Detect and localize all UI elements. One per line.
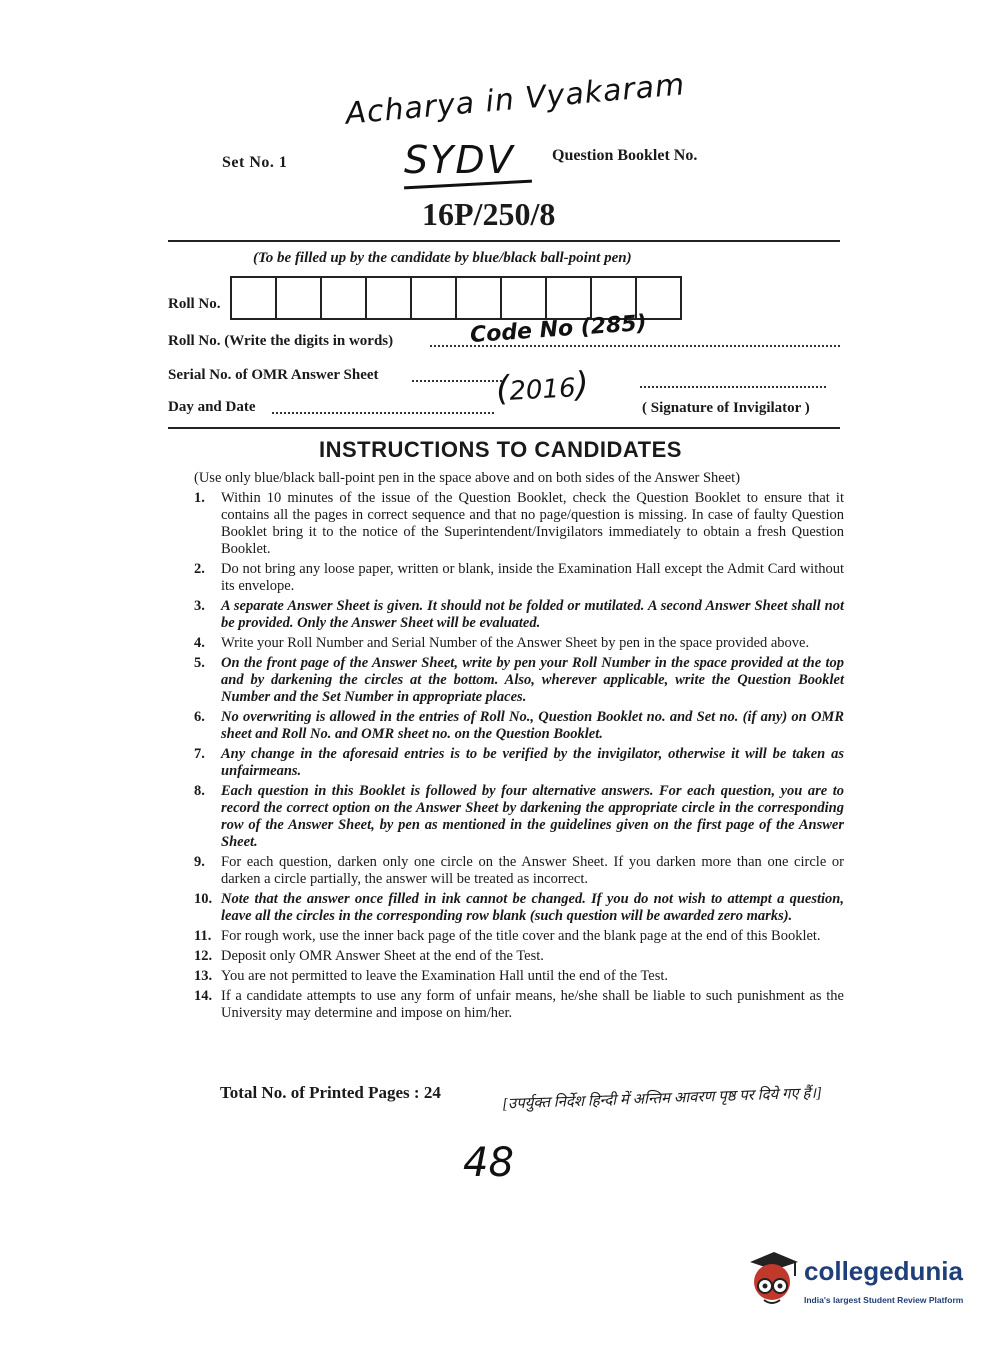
handwritten-title: Acharya in Vyakaram bbox=[344, 67, 687, 132]
roll-words-handwritten: Code No (285) bbox=[469, 310, 648, 349]
instruction-item bbox=[194, 746, 844, 780]
instruction-number: 9. bbox=[194, 854, 205, 870]
roll-digit-box[interactable] bbox=[410, 276, 457, 320]
instruction-text: On the front page of the Answer Sheet, write by pen your Roll Number in the space provided at the top and by darkening the circles at the bottom. Also, wherever applicable, write the Question Booklet Number and the Set Number in appropriate places. bbox=[221, 655, 844, 705]
roll-digit-box[interactable] bbox=[230, 276, 277, 320]
watermark-brand: collegedunia bbox=[804, 1256, 963, 1286]
instruction-text: Do not bring any loose paper, written or blank, inside the Examination Hall except the Admit Card without its envelope. bbox=[221, 561, 844, 594]
instruction-item bbox=[194, 968, 844, 985]
instruction-number: 10. bbox=[194, 891, 213, 907]
question-booklet-label: Question Booklet No. bbox=[552, 147, 698, 164]
instruction-number: 1. bbox=[194, 490, 205, 506]
hindi-note: [उपर्युक्त निर्देश हिन्दी में अन्तिम आवरण पृष्ठ पर दिये गए हैं।] bbox=[501, 1085, 823, 1113]
bottom-rule bbox=[168, 427, 840, 429]
roll-digit-box[interactable] bbox=[545, 276, 592, 320]
roll-digit-box[interactable] bbox=[320, 276, 367, 320]
instruction-text: You are not permitted to leave the Examination Hall until the end of the Test. bbox=[221, 968, 669, 984]
roll-digit-box[interactable] bbox=[455, 276, 502, 320]
booklet-code: 16P/250/8 bbox=[422, 196, 556, 232]
fill-note: (To be filled up by the candidate by blue/black ball-point pen) bbox=[253, 250, 632, 266]
instruction-item bbox=[194, 490, 844, 558]
total-pages bbox=[220, 1083, 441, 1103]
roll-digit-box[interactable] bbox=[365, 276, 412, 320]
instruction-text: Each question in this Booklet is followed by four alternative answers. For each question, you are to record the correct option on the Answer Sheet by darkening the appropriate circle in the corresponding row of the Answer Sheet, by pen as mentioned in the guidelines given on the first page of the Answer Sheet. bbox=[221, 783, 844, 850]
instruction-item bbox=[194, 598, 844, 632]
instruction-text: No overwriting is allowed in the entries of Roll No., Question Booklet no. and Set no. (if any) on OMR sheet and Roll No. and OMR sheet no. on the Question Booklet. bbox=[221, 709, 844, 742]
omr-serial-label: Serial No. of OMR Answer Sheet bbox=[168, 367, 379, 383]
roll-digit-box[interactable] bbox=[275, 276, 322, 320]
top-rule bbox=[168, 240, 840, 242]
instruction-text: Within 10 minutes of the issue of the Question Booklet, check the Question Booklet to ensure that it contains all the pages in correct sequence and that no page/question is missing. In case of faulty Question Booklet bring it to the notice of the Superintendent/Invigilators immediately to obtain a fresh Question Booklet. bbox=[221, 490, 844, 557]
instruction-number: 8. bbox=[194, 783, 205, 799]
watermark-tagline: India's largest Student Review Platform bbox=[804, 1295, 964, 1305]
roll-words-label: Roll No. (Write the digits in words) bbox=[168, 333, 394, 349]
instruction-item bbox=[194, 635, 844, 652]
instruction-text: Note that the answer once filled in ink cannot be changed. If you do not wish to attempt a question, leave all the circles in the corresponding row blank (such question will be awarded zero marks). bbox=[221, 891, 844, 924]
instruction-number: 2. bbox=[194, 561, 205, 577]
signature-label: ( Signature of Invigilator ) bbox=[642, 400, 810, 416]
day-date-line[interactable] bbox=[272, 412, 494, 414]
day-date-label: Day and Date bbox=[168, 399, 256, 415]
instruction-item bbox=[194, 561, 844, 595]
instruction-text: Write your Roll Number and Serial Number of the Answer Sheet by pen in the space provided above. bbox=[221, 635, 810, 651]
instruction-number: 3. bbox=[194, 598, 205, 614]
instructions-list bbox=[194, 490, 844, 1025]
instruction-item bbox=[194, 948, 844, 965]
instruction-item bbox=[194, 854, 844, 888]
instruction-number: 7. bbox=[194, 746, 205, 762]
handwritten-page-number: 48 bbox=[463, 1140, 514, 1186]
instruction-text: A separate Answer Sheet is given. It should not be folded or mutilated. A second Answer Sheet shall not be provided. Only the Answer Sheet will be evaluated. bbox=[221, 598, 844, 631]
instruction-item bbox=[194, 928, 844, 945]
instruction-text: For each question, darken only one circle on the Answer Sheet. If you darken more than one circle or darken a circle partially, the answer will be treated as incorrect. bbox=[221, 854, 844, 887]
instruction-text: Any change in the aforesaid entries is to be verified by the invigilator, otherwise it will be taken as unfairmeans. bbox=[221, 746, 844, 779]
instruction-number: 12. bbox=[194, 948, 213, 964]
handwritten-code: SYDV bbox=[404, 138, 515, 182]
total-pages-value: 24 bbox=[423, 1083, 441, 1102]
instruction-text: For rough work, use the inner back page of the title cover and the blank page at the end of this Booklet. bbox=[221, 928, 821, 944]
instruction-number: 13. bbox=[194, 968, 213, 984]
omr-serial-line[interactable] bbox=[412, 380, 502, 382]
instruction-item bbox=[194, 988, 844, 1022]
instruction-item bbox=[194, 709, 844, 743]
roll-no-label: Roll No. bbox=[168, 296, 221, 312]
instruction-item bbox=[194, 655, 844, 706]
instruction-item bbox=[194, 891, 844, 925]
roll-digit-box[interactable] bbox=[500, 276, 547, 320]
instructions-intro: (Use only blue/black ball-point pen in the space above and on both sides of the Answer Sheet) bbox=[194, 470, 741, 486]
instruction-number: 14. bbox=[194, 988, 213, 1004]
instruction-number: 4. bbox=[194, 635, 205, 651]
instruction-number: 5. bbox=[194, 655, 205, 671]
instruction-number: 6. bbox=[194, 709, 205, 725]
instruction-text: If a candidate attempts to use any form of unfair means, he/she shall be liable to such punishment as the University may determine and impose on him/her. bbox=[221, 988, 844, 1021]
instruction-text: Deposit only OMR Answer Sheet at the end of the Test. bbox=[221, 948, 544, 964]
instructions-heading: INSTRUCTIONS TO CANDIDATES bbox=[319, 437, 682, 462]
collegedunia-logo-icon bbox=[742, 1248, 802, 1310]
total-pages-label: Total No. of Printed Pages : bbox=[220, 1083, 420, 1102]
set-number: Set No. 1 bbox=[222, 154, 288, 171]
instruction-number: 11. bbox=[194, 928, 212, 944]
instruction-item bbox=[194, 783, 844, 851]
year-handwritten: (2016) bbox=[495, 364, 590, 410]
signature-line[interactable] bbox=[640, 386, 826, 388]
